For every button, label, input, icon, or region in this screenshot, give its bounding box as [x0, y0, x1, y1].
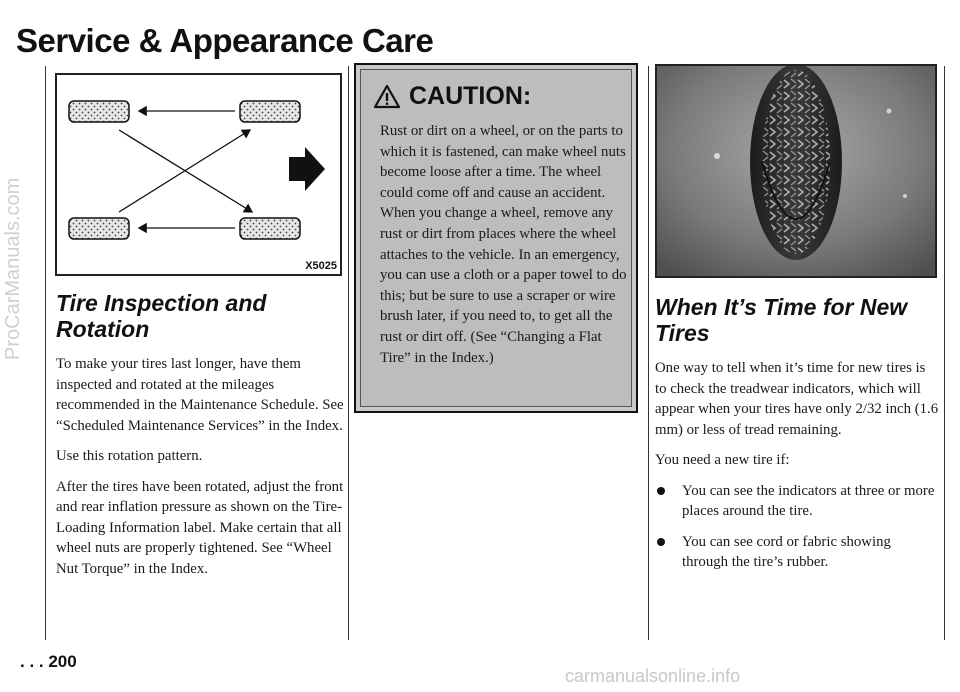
column-rule-left [45, 66, 46, 640]
forward-arrow-icon [289, 147, 325, 191]
tire-photo [655, 64, 937, 278]
tire-front-right [240, 101, 300, 122]
new-tires-heading: When It’s Time for New Tires [655, 294, 908, 346]
caution-box [354, 63, 638, 413]
list-item [655, 481, 940, 522]
warning-triangle-icon [373, 84, 401, 109]
paragraph: One way to tell when it’s time for new tires is to check the treadwear indicators, which will appear when your tires have only 2/32 inch (1.6 mm) or less of tread remaining. [655, 360, 939, 438]
tire-inspection-section [56, 290, 346, 589]
list-item-text: You can see the indicators at three or more places around the tire. [682, 482, 935, 519]
column-rule-middle [348, 66, 349, 640]
paragraph: You need a new tire if: [655, 452, 790, 468]
list-item [655, 532, 940, 573]
caution-heading-row [373, 82, 531, 111]
caution-text: Rust or dirt on a wheel, or on the parts to which it is fastened, can make wheel nuts become loose after a time. The wheel could come off and cause an accident. When you change a wheel, remove any rust or dirt from places where the wheel attaches to the vehicle. In an emergency, you can use a cloth or a paper towel to do this; but be sure to use a scraper or wire brush later, if you need to, to get all the rust or dirt off. (See “Changing a Flat Tire” in the Index.) [380, 123, 627, 366]
caution-heading: CAUTION: [409, 82, 532, 110]
page-number: . . . 200 [20, 652, 77, 671]
page-title: Service & Appearance Care [16, 22, 434, 59]
tire-tread-image [657, 66, 935, 276]
tire-rear-right [240, 218, 300, 239]
paragraph: Use this rotation pattern. [56, 448, 203, 464]
figure-code: X5025 [305, 260, 337, 272]
bullet-icon [657, 487, 665, 495]
caution-panel [360, 69, 632, 407]
rotation-pattern-drawing [57, 75, 340, 274]
tire-front-left [69, 101, 129, 122]
list-item-text: You can see cord or fabric showing through the tire’s rubber. [682, 533, 891, 570]
bullet-list [655, 481, 940, 573]
column-rule-outer [944, 66, 945, 640]
bullet-icon [657, 538, 665, 546]
watermark-bottom: carmanualsonline.info [565, 666, 741, 686]
column-rule-right [648, 66, 649, 640]
tire-inspection-heading: Tire Inspection and Rotation [56, 290, 267, 342]
tire-rear-left [69, 218, 129, 239]
paragraph: After the tires have been rotated, adjust the front and rear inflation pressure as shown on the Tire-Loading Information label. Make certain that all wheel nuts are properly tightened. See “Wheel Nut Torque” in the Index. [56, 478, 344, 577]
paragraph: To make your tires last longer, have them inspected and rotated at the mileages recommended in the Maintenance Schedule. See “Scheduled Maintenance Services” in the Index. [56, 356, 344, 434]
watermark-side: ProCarManuals.com [2, 177, 24, 360]
tire-rotation-diagram [55, 73, 342, 276]
new-tires-section [655, 294, 940, 583]
